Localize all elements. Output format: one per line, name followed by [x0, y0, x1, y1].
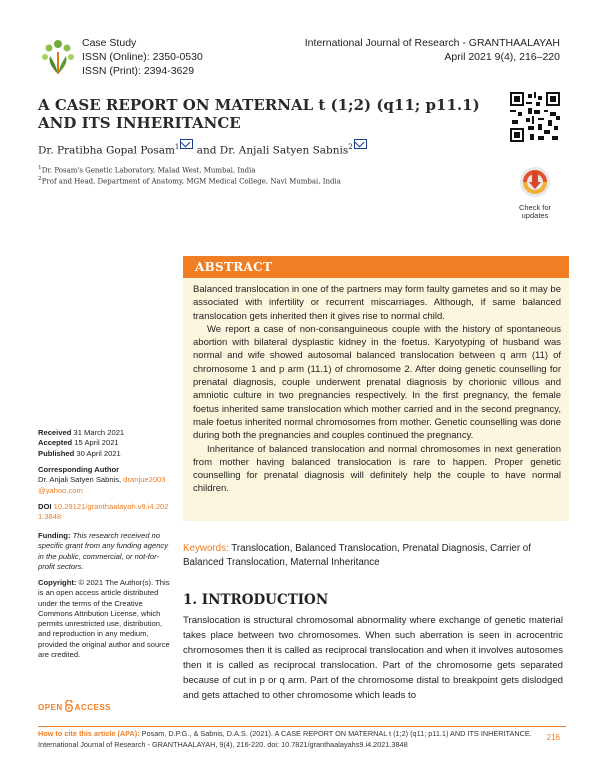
published-date: 30 April 2021: [76, 448, 121, 458]
qr-code-icon[interactable]: [510, 92, 560, 142]
article-title: A CASE REPORT ON MATERNAL t (1;2) (q11; p11.1) AND ITS INHERITANCE: [38, 96, 480, 132]
article-type: Case Study: [82, 37, 137, 49]
issue-info: April 2021 9(4), 216–220: [444, 51, 560, 63]
introduction-heading: 1. INTRODUCTION: [183, 592, 329, 608]
funding-label: Funding:: [38, 531, 71, 540]
journal-header-right: [305, 36, 560, 64]
journal-name: International Journal of Research - GRANTHAALAYAH: [304, 37, 560, 49]
author-1-email-icon[interactable]: [180, 139, 193, 149]
doi-label: DOI: [38, 502, 52, 511]
affiliation-1: [38, 165, 256, 174]
doi-link[interactable]: 10.29121/granthaalayah.v9.i4.2021.3848: [38, 502, 169, 522]
affiliation-1-num: 1: [38, 165, 42, 171]
copyright-label: Copyright:: [38, 578, 77, 587]
journal-logo-icon: [38, 34, 78, 78]
keywords-label: Keywords:: [183, 543, 229, 554]
open-access-right: ACCESS: [74, 703, 112, 712]
citation-footer: [38, 729, 538, 750]
affiliation-2: [38, 176, 341, 185]
footer-rule: [38, 726, 566, 727]
affiliation-2-num: 2: [38, 176, 42, 182]
affiliation-2-text: Prof and Head, Department of Anatomy, MGM Medical College, Navi Mumbai, India: [41, 177, 341, 186]
author-1-affiliation: 1: [174, 143, 180, 151]
funding-statement: [38, 531, 170, 572]
page-number: 216: [546, 733, 560, 742]
abstract-paragraph-2: We report a case of non-consanguineous couple with the history of spontaneous abortion with bilateral dysplastic kidney in the foetus. Karyotyping of husband was normal and wife showed autosomal balanced translocation between q arm (11) of chromosome 1 and p arm (11.1) of chromosome 2. After doing genetic counselling for prenatal diagnosis, couple underwent prenatal diagnosis by chorionic villous and amniotic culture in two pregnancies respectively. In the first pregnancy, the female foetus inherited same translocation which mother carried and in the second pregnancy, male foetus inherited normal chromosomes from mother. Genetic counselling was done during both the pregnancies and couples continued the pregnancy.: [193, 323, 561, 442]
author-2-email-icon[interactable]: [354, 139, 367, 149]
abstract-heading: ABSTRACT: [195, 260, 273, 274]
author-line: [38, 143, 367, 157]
corresponding-author-email-link[interactable]: dranjue2003@yahoo.com: [38, 475, 166, 495]
affiliation-1-text: Dr. Posam's Genetic Laboratory, Malad West, Mumbai, India: [41, 166, 256, 175]
copyright-statement: [38, 578, 170, 660]
abstract-text: [193, 283, 561, 496]
check-for-updates-icon: [511, 165, 559, 199]
introduction-text: Translocation is structural chromosomal abnormality where exchange of genetic material takes place between two chromosomes. When such aberration is seen in acrocentric chromosomes then it is called as reciprocal translocation and when it involves autosomes then it is called as reciprocal translocation. Part of the chromosome gets separated because of cut in p or q arm. Part of the chromosome distal to breakpoint gets dislodged and gets attached to other chromosome which leads to: [183, 615, 563, 701]
abstract-heading-bar: [183, 256, 569, 278]
accepted-date: 15 April 2021: [74, 438, 119, 448]
abstract-paragraph-1: Balanced translocation in one of the partners may form faulty gametes and so it may be associated with infertility or recurrent miscarriages. Although, if same balanced translocation gets inherited then it gives rise to normal child.: [193, 284, 561, 322]
corresponding-author: [38, 465, 170, 496]
citation-label: How to cite this article (APA):: [38, 729, 140, 738]
funding-text: This research received no specific grant from any funding agency in the public, commercial, or not-for-profit sectors.: [38, 531, 169, 571]
corresponding-author-name: Dr. Anjali Satyen Sabnis,: [38, 475, 122, 485]
abstract-paragraph-3: Inheritance of balanced translocation and normal chromosomes in next generation from mother having balanced translocation is rare to happen. Proper genetic counselling for prenatal diagnosis will definitely help the couple to have normal children.: [193, 443, 561, 495]
open-lock-icon: [64, 700, 74, 712]
keywords-text: Translocation, Balanced Translocation, Prenatal Diagnosis, Carrier of Balanced Translocation, Maternal Inheritance: [183, 543, 531, 568]
open-access-left: OPEN: [38, 703, 63, 712]
doi-block: [38, 502, 170, 523]
author-2-name: and Dr. Anjali Satyen Sabnis: [193, 144, 349, 157]
received-date: 31 March 2021: [73, 428, 125, 437]
issn-print: ISSN (Print): 2394-3629: [82, 65, 195, 77]
article-dates: [38, 428, 170, 459]
accepted-label: Accepted: [38, 438, 73, 448]
copyright-text: © 2021 The Author(s). This is an open access article distributed under the terms of the Creative Commons Attribution License, which permits unrestricted use, distribution, and reproduction in any medium, provided the original author and source are credited.: [38, 578, 170, 660]
check-for-updates-label: Check for updates: [518, 203, 552, 220]
author-2-affiliation: 2: [348, 143, 353, 151]
received-label: Received: [38, 428, 72, 437]
keywords: [183, 542, 563, 569]
corresponding-author-label: Corresponding Author: [38, 465, 120, 474]
open-access-badge: [38, 700, 111, 712]
issn-online: ISSN (Online): 2350-0530: [82, 51, 203, 63]
journal-header-left: [82, 36, 203, 78]
author-1-name: Dr. Pratibha Gopal Posam: [38, 144, 175, 157]
published-label: Published: [38, 448, 75, 458]
check-for-updates-badge[interactable]: [511, 165, 559, 219]
citation-text: Posam, D.P.G., & Sabnis, D.A.S. (2021). A CASE REPORT ON MATERNAL t (1;2) (q11; p11.1) AND ITS INHERITANCE. International Journal of Research - GRANTHAALAYAH, 9(4), 216-220. doi: 10.7821/granthaalayahs9.i4.2021.3848: [38, 729, 532, 749]
